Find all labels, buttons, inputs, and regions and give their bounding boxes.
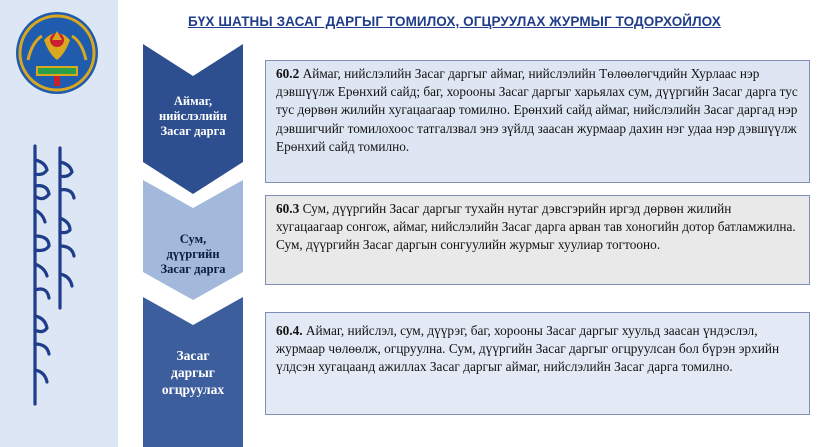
chevron-label-line: Засаг дарга xyxy=(160,124,226,138)
chevron-label-line: Сум, xyxy=(179,232,207,246)
article-60-2-box xyxy=(265,60,810,183)
article-60-4-box xyxy=(265,312,810,415)
chevron-step-sum-duureg xyxy=(143,180,243,300)
page-title: БҮХ ШАТНЫ ЗАСАГ ДАРГЫГ ТОМИЛОХ, ОГЦРУУЛАХ ЖУРМЫГ ТОДОРХОЙЛОХ xyxy=(188,14,721,29)
article-text: Сум, дүүргийн Засаг даргыг тухайн нутаг дэвсгэрийн иргэд дөрвөн жилийн хугацаагаар сонгож, аймаг, нийслэлийн Засаг дарга арван тав хоногийн дотор батламжилна. Сум, дүүргийн Засаг даргын сонгуулийн журмыг хуулиар тогтооно. xyxy=(276,201,796,253)
chevron-label-line: Аймаг, xyxy=(173,94,213,108)
chevron-label xyxy=(143,347,243,398)
chevron-step-dismissal xyxy=(143,297,243,447)
chevron-step-appointment-aimag xyxy=(143,44,243,194)
mongolia-state-emblem-icon xyxy=(14,10,100,96)
chevron-label-line: нийслэлийн xyxy=(159,109,227,123)
article-number: 60.4. xyxy=(276,323,303,338)
article-text: Аймаг, нийслэл, сум, дүүрэг, баг, хорооны Засаг даргыг хуульд заасан үндэслэл, журмаар чөлөөлж, огцруулна. Сум, дүүргийн Засаг даргыг огцруулсан бол бүрэн эрхийн үлдсэн хугацаанд ажиллах Засаг даргыг аймаг, нийслэлийн Засаг дарга томилно. xyxy=(276,323,780,375)
article-text: Аймаг, нийслэлийн Засаг даргыг аймаг, нийслэлийн Төлөөлөгчдийн Хурлаас нэр дэвшүүлж Ерөнхий сайд; баг, хорооны Засаг даргыг харьялах сум, дүүргийн Засаг дарга тус тус дөрвөн жилийн хугацаагаар томилно. Ерөнхий сайд аймаг, нийслэлийн Засаг даргад нэр дэвшигчийг томилохоос татгалзвал энэ зүйлд заасан журмаар дахин нэг удаа нэр дэвшүүлж Ерөнхий сайд томилно. xyxy=(276,66,798,154)
chevron-label-line: даргыг xyxy=(171,365,215,380)
chevron-label-line: Засаг дарга xyxy=(160,262,226,276)
article-number: 60.2 xyxy=(276,66,300,81)
chevron-label-line: Засаг xyxy=(176,348,210,363)
chevron-label-line: огцруулах xyxy=(161,382,225,397)
mongolian-script-icon xyxy=(20,140,80,410)
chevron-label xyxy=(143,94,243,139)
article-60-3-box xyxy=(265,195,810,285)
sidebar xyxy=(0,0,118,447)
chevron-label xyxy=(143,232,243,277)
chevron-label-line: дүүргийн xyxy=(166,247,220,261)
article-number: 60.3 xyxy=(276,201,300,216)
